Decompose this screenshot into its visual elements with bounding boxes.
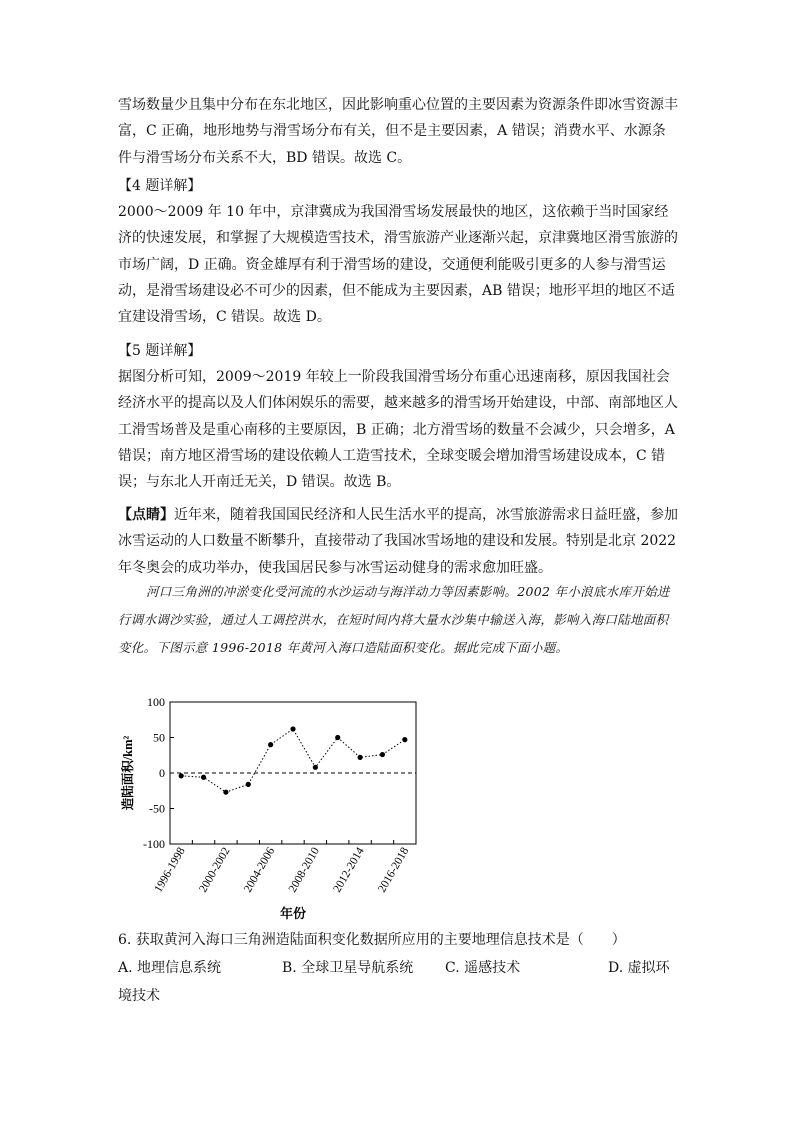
y-axis-ticks xyxy=(143,695,174,851)
question-6-stem: 6. 获取黄河入海口三角洲造陆面积变化数据所应用的主要地理信息技术是（ ） xyxy=(118,932,626,948)
x-tick-label: 2016-2018 xyxy=(376,845,412,895)
data-point xyxy=(357,755,362,760)
dianjing-paragraph xyxy=(118,502,678,581)
series-line xyxy=(181,729,405,792)
data-point xyxy=(268,742,273,747)
answer-paragraph-3: 雪场数量少且集中分布在东北地区，因此影响重心位置的主要因素为资源条件即冰雪资源丰富，C 正确，地形地势与滑雪场分布有关，但不是主要因素，A 错误；消费水平、水源条件与滑雪场分布关系不大，BD 错误。故选 C。 xyxy=(118,97,678,166)
material-intro: 河口三角洲的冲淤变化受河流的水沙运动与海洋动力等因素影响。2002 年小浪底水库开始进行调水调沙实验，通过人工调控洪水，在短时间内将大量水沙集中输送入海，影响入海口陆地面积变化。下图示意 1996-2018 年黄河入海口造陆面积变化。据此完成下面小题。 xyxy=(118,584,670,655)
x-tick-label: 2004-2006 xyxy=(241,845,278,895)
dianjing-label: 【点睛】 xyxy=(118,507,174,523)
option-d[interactable]: D. 虚拟环 xyxy=(608,960,670,976)
option-d-continued: 境技术 xyxy=(118,988,160,1004)
option-b[interactable]: B. 全球卫星导航系统 xyxy=(282,960,414,976)
data-point xyxy=(179,773,184,778)
data-point xyxy=(313,765,318,770)
dianjing-text: 近年来，随着我国国民经济和人民生活水平的提高，冰雪旅游需求日益旺盛，参加冰雪运动的人口数量不断攀升，直接带动了我国冰雪场地的建设和发展。特别是北京 2022 年冬奥会的成功举办，使我国居民参与冰雪运动健身的需求愈加旺盛。 xyxy=(118,507,678,576)
y-tick-label: 50 xyxy=(153,730,165,745)
option-a[interactable]: A. 地理信息系统 xyxy=(118,960,222,976)
answer-paragraph-4: 2000～2009 年 10 年中，京津冀成为我国滑雪场发展最快的地区，这依赖于当时国家经济的快速发展，和掌握了大规模造雪技术，滑雪旅游产业逐渐兴起，京津冀地区滑雪旅游的市场广阔，D 正确。资金雄厚有利于滑雪场的建设，交通便利能吸引更多的人参与滑雪运动，是滑雪场建设必不可少的因素，但不能成为主要因素，AB 错误；地形平坦的地区不适宜建设滑雪场，C 错误。故选 D。 xyxy=(118,204,678,326)
data-point xyxy=(201,775,206,780)
x-tick-label: 2000-2002 xyxy=(197,845,233,895)
answer-paragraph-5: 据图分析可知，2009～2019 年较上一阶段我国滑雪场分布重心迅速南移，原因我国社会经济水平的提高以及人们体闲娱乐的需要，越来越多的滑雪场开始建设，中部、南部地区人工滑雪场普及是重心南移的主要原因，B 正确；北方滑雪场的数量不会减少，只会增多，A 错误；南方地区滑雪场的建设依赖人工造雪技术，全球变暖会增加滑雪场建设成本，C 错误；与东北人开南迁无关，D 错误。故选 B。 xyxy=(118,369,678,491)
x-axis-ticks xyxy=(152,840,416,895)
y-tick-label: -50 xyxy=(149,801,165,816)
data-point xyxy=(290,726,295,731)
data-point xyxy=(402,737,407,742)
heading-question-5: 【5 题详解】 xyxy=(118,343,202,359)
data-point xyxy=(223,790,228,795)
x-tick-label: 2008-2010 xyxy=(286,845,322,895)
x-axis-label: 年份 xyxy=(279,906,307,921)
data-point xyxy=(335,735,340,740)
y-tick-label: 0 xyxy=(159,766,165,780)
land-area-chart xyxy=(110,693,430,923)
data-point xyxy=(246,782,251,787)
heading-question-4: 【4 题详解】 xyxy=(118,178,202,194)
option-c[interactable]: C. 遥感技术 xyxy=(445,960,521,976)
y-tick-label: -100 xyxy=(143,837,165,851)
x-tick-label: 1996-1998 xyxy=(152,845,188,895)
y-tick-label: 100 xyxy=(147,695,165,709)
y-axis-label-text: 造陆面积/km² xyxy=(121,735,135,811)
x-tick-label: 2012-2014 xyxy=(331,845,367,895)
y-axis-label xyxy=(120,735,135,810)
data-point xyxy=(380,752,385,757)
series xyxy=(179,726,408,794)
